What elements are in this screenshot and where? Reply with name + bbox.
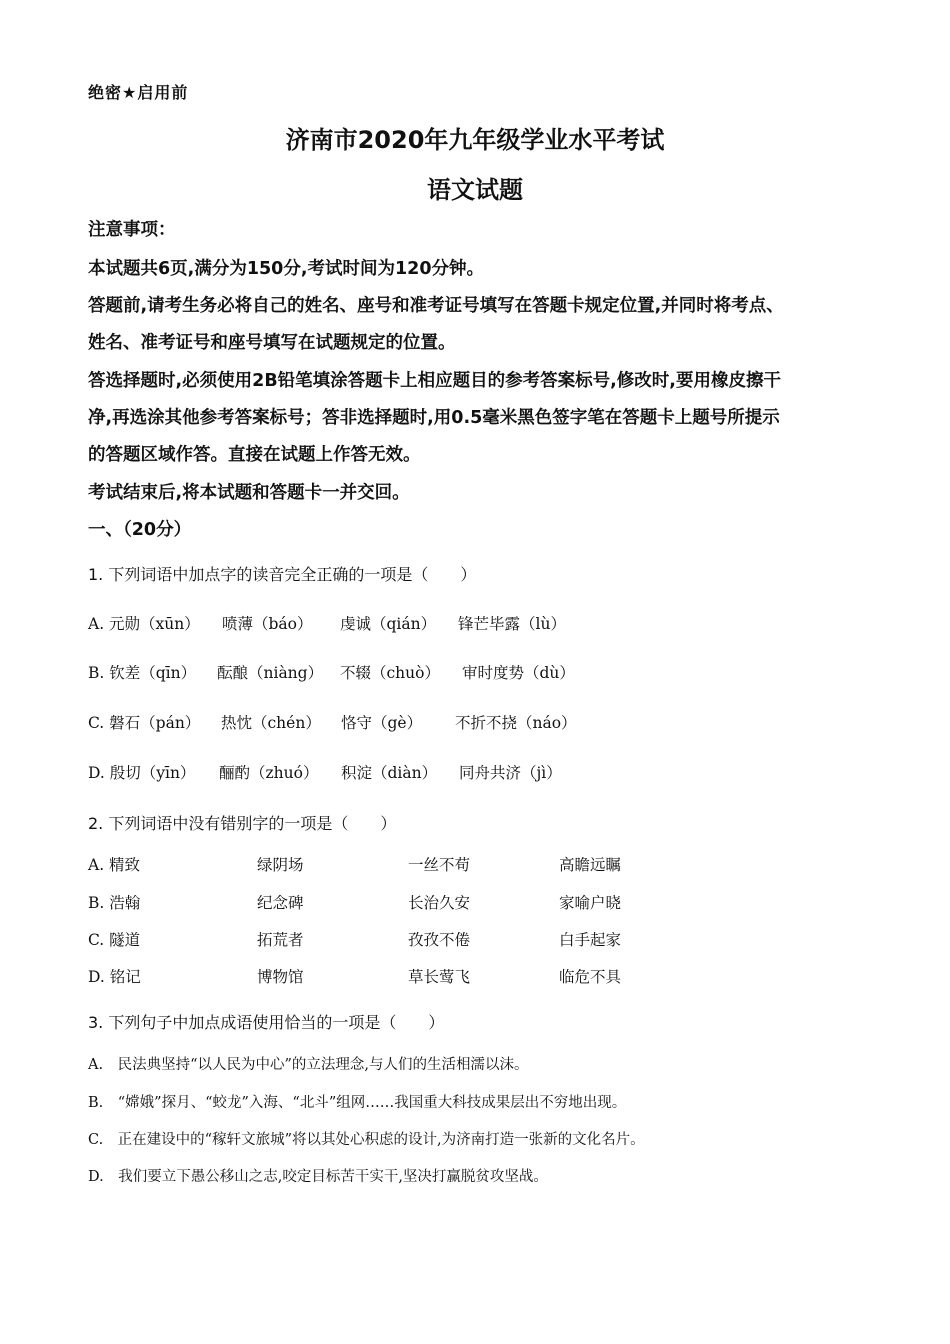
option-word: 草长莺飞	[408, 968, 471, 986]
option-word: B. 浩翰	[88, 894, 141, 912]
secret-label: 绝密★启用前	[88, 83, 189, 102]
option-word: 博物馆	[257, 968, 304, 986]
option-word: 积淀（diàn）	[341, 764, 438, 782]
notes-line: 答题前,请考生务必将自己的姓名、座号和准考证号填写在答题卡规定位置,并同时将考点、	[88, 296, 784, 316]
option-word: 白手起家	[559, 931, 622, 949]
question-1-stem: 1. 下列词语中加点字的读音完全正确的一项是（ ）	[88, 565, 477, 584]
question-3-option-a: A. 民法典坚持“以人民为中心”的立法理念,与人们的生活相濡以沫。	[88, 1057, 529, 1073]
section-heading: 一、（20分）	[88, 520, 192, 540]
option-word: 恪守（gè）	[341, 714, 423, 732]
option-word: B. 钦差（qīn）	[88, 664, 197, 682]
option-word: 家喻户晓	[559, 894, 622, 912]
option-word: 孜孜不倦	[408, 931, 471, 949]
question-3-option-d: D. 我们要立下愚公移山之志,咬定目标苦干实干,坚决打赢脱贫攻坚战。	[88, 1169, 548, 1185]
notes-line: 的答题区域作答。直接在试题上作答无效。	[88, 445, 421, 465]
option-word: A. 精致	[88, 856, 141, 874]
question-3-stem: 3. 下列句子中加点成语使用恰当的一项是（ ）	[88, 1013, 445, 1032]
option-word: 长治久安	[408, 894, 471, 912]
option-word: 不辍（chuò）	[340, 664, 440, 682]
option-word: 同舟共济（jì）	[459, 764, 562, 782]
question-3-option-c: C. 正在建设中的“稼轩文旅城”将以其处心积虑的设计,为济南打造一张新的文化名片。	[88, 1132, 645, 1148]
notes-line: 姓名、准考证号和座号填写在试题规定的位置。	[88, 333, 456, 353]
option-word: 拓荒者	[257, 931, 304, 949]
option-word: 酾酌（zhuó）	[219, 764, 319, 782]
option-word: 不折不挠（náo）	[455, 714, 577, 732]
option-word: A. 元勋（xūn）	[88, 615, 200, 633]
option-word: 一丝不苟	[408, 856, 471, 874]
option-word: 高瞻远瞩	[559, 856, 622, 874]
option-word: 酝酿（niàng）	[217, 664, 324, 682]
option-word: 锋芒毕露（lù）	[458, 615, 566, 633]
notes-line: 答选择题时,必须使用2B铅笔填涂答题卡上相应题目的参考答案标号,修改时,要用橡皮擦干	[88, 371, 781, 391]
exam-title: 济南市2020年九年级学业水平考试	[285, 126, 665, 154]
notes-heading: 注意事项：	[88, 220, 176, 240]
option-word: C. 磐石（pán）	[88, 714, 201, 732]
option-word: 喷薄（báo）	[222, 615, 313, 633]
option-word: D. 铭记	[88, 968, 141, 986]
notes-line: 考试结束后,将本试题和答题卡一并交回。	[88, 483, 410, 503]
notes-line: 本试题共6页,满分为150分,考试时间为120分钟。	[88, 259, 485, 279]
option-word: 绿阴场	[257, 856, 304, 874]
option-word: 审时度势（dù）	[462, 664, 575, 682]
option-word: C. 隧道	[88, 931, 141, 949]
option-word: 虔诚（qián）	[340, 615, 437, 633]
option-word: 临危不具	[559, 968, 622, 986]
option-word: 热忱（chén）	[221, 714, 321, 732]
option-word: 纪念碑	[257, 894, 304, 912]
option-word: D. 殷切（yīn）	[88, 764, 196, 782]
notes-line: 净,再选涂其他参考答案标号；答非选择题时,用0.5毫米黑色签字笔在答题卡上题号所提示	[88, 408, 780, 428]
question-2-stem: 2. 下列词语中没有错别字的一项是（ ）	[88, 814, 397, 833]
question-3-option-b: B. “嫦娥”探月、“蛟龙”入海、“北斗”组网……我国重大科技成果层出不穷地出现。	[88, 1095, 627, 1111]
subject-title: 语文试题	[427, 176, 523, 204]
